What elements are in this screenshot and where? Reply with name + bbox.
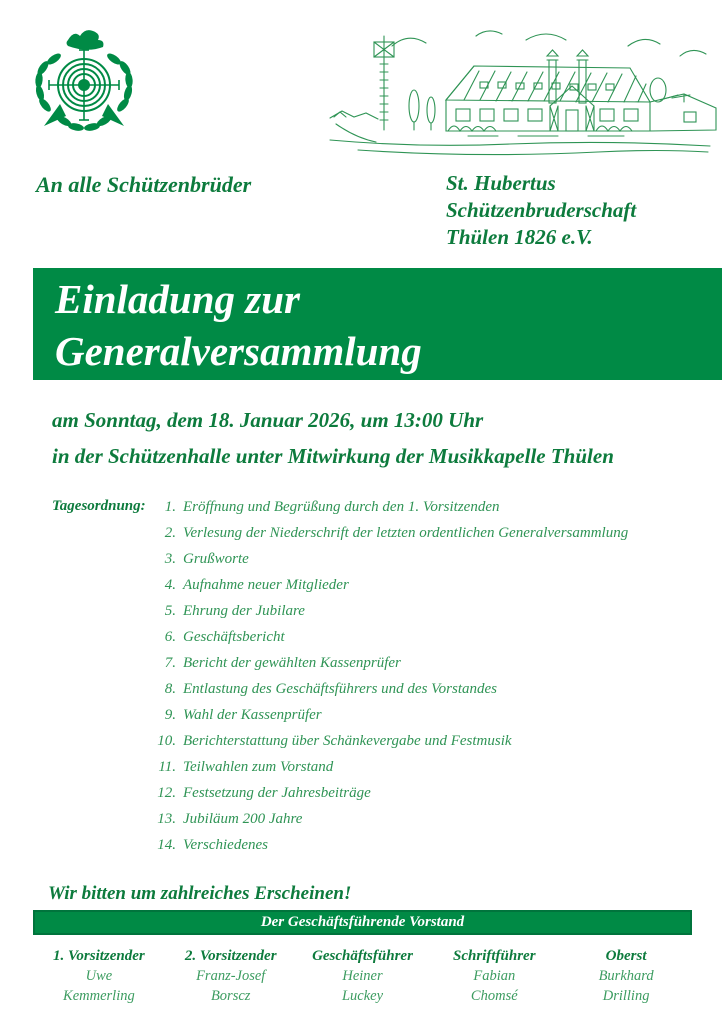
club-name-line1: St. Hubertus (446, 171, 556, 195)
agenda-item-number: 12. (157, 785, 176, 801)
agenda-item-number: 4. (164, 577, 176, 593)
agenda-item (146, 598, 628, 624)
agenda-item-number: 3. (164, 551, 176, 567)
club-name (446, 170, 636, 251)
board-header-bar: Der Geschäftsführende Vorstand (33, 910, 692, 935)
agenda-item-number: 8. (164, 681, 176, 697)
event-location-line: in der Schützenhalle unter Mitwirkung der Musikkapelle Thülen (52, 444, 614, 468)
agenda-item (146, 546, 628, 572)
member-first-name: Fabian (473, 968, 516, 984)
board-member-4 (428, 946, 560, 1006)
agenda-item-number: 11. (158, 759, 176, 775)
clubhouse-drawing-icon (328, 28, 720, 162)
board-member-1 (33, 946, 165, 1006)
agenda-item-number: 13. (157, 811, 176, 827)
agenda-list (146, 494, 628, 858)
agenda-item-number: 6. (164, 629, 176, 645)
agenda-item-text: Ehrung der Jubilare (183, 603, 305, 619)
member-role: 1. Vorsitzender (53, 948, 145, 964)
club-emblem-icon (30, 28, 138, 139)
agenda-item-text: Verlesung der Niederschrift der letzten ordentlichen Generalversammlung (183, 525, 629, 541)
member-last-name: Borscz (210, 988, 251, 1004)
member-first-name: Uwe (85, 968, 113, 984)
agenda-item-text: Jubiläum 200 Jahre (183, 811, 303, 827)
agenda-item-text: Berichterstattung über Schänkevergabe und Festmusik (183, 733, 512, 749)
salutation-text: An alle Schützenbrüder (36, 172, 252, 197)
agenda-item-number: 10. (157, 733, 176, 749)
agenda-item-text: Verschiedenes (183, 837, 268, 853)
member-role: Oberst (605, 948, 647, 964)
clubhouse-sketch (328, 28, 720, 167)
agenda-item-number: 2. (164, 525, 176, 541)
title-line2: Generalversammlung (55, 328, 422, 374)
agenda-item-text: Entlastung des Geschäftsführers und des Vorstandes (183, 681, 498, 697)
agenda-item-number: 1. (164, 499, 176, 515)
agenda-label: Tagesordnung: (52, 498, 146, 514)
club-name-line3: Thülen 1826 e.V. (446, 225, 593, 249)
club-name-line2: Schützenbruderschaft (446, 198, 637, 222)
agenda-item (146, 728, 628, 754)
event-date-line: am Sonntag, dem 18. Januar 2026, um 13:00 Uhr (52, 408, 484, 432)
board-member-5 (560, 946, 692, 1006)
member-role: Geschäftsführer (312, 948, 413, 964)
agenda-item-number: 9. (164, 707, 176, 723)
agenda-item (146, 806, 628, 832)
member-last-name: Kemmerling (63, 988, 135, 1004)
title-banner-text (33, 268, 722, 377)
board-member-3 (297, 946, 429, 1006)
member-role: Schriftführer (453, 948, 536, 964)
agenda-item (146, 754, 628, 780)
agenda-item (146, 676, 628, 702)
agenda-item-text: Grußworte (183, 551, 249, 567)
agenda-item-number: 5. (164, 603, 176, 619)
agenda-item-text: Festsetzung der Jahresbeiträge (183, 785, 371, 801)
agenda-item-number: 14. (157, 837, 176, 853)
member-first-name: Heiner (342, 968, 383, 984)
closing-appeal: Wir bitten um zahlreiches Erscheinen! (48, 883, 352, 904)
event-details (52, 402, 614, 474)
board-members (33, 946, 692, 1006)
agenda-item (146, 494, 628, 520)
member-last-name: Drilling (602, 988, 650, 1004)
agenda-item-text: Aufnahme neuer Mitglieder (183, 577, 349, 593)
agenda-item (146, 572, 628, 598)
agenda-item (146, 520, 628, 546)
member-first-name: Franz-Josef (196, 968, 266, 984)
agenda-item-text: Eröffnung und Begrüßung durch den 1. Vorsitzenden (183, 499, 500, 515)
agenda-item-text: Bericht der gewählten Kassenprüfer (183, 655, 401, 671)
agenda-item (146, 650, 628, 676)
member-first-name: Burkhard (598, 968, 654, 984)
agenda-item-text: Wahl der Kassenprüfer (183, 707, 322, 723)
member-role: 2. Vorsitzender (184, 948, 277, 964)
agenda-item (146, 624, 628, 650)
agenda-item-number: 7. (164, 655, 176, 671)
member-last-name: Luckey (341, 988, 384, 1004)
agenda-item (146, 832, 628, 858)
agenda-item (146, 702, 628, 728)
board-member-2 (165, 946, 297, 1006)
title-banner (33, 268, 722, 380)
target-wreath-icon (30, 28, 138, 134)
member-last-name: Chomsé (470, 988, 518, 1004)
agenda-item (146, 780, 628, 806)
agenda-item-text: Teilwahlen zum Vorstand (183, 759, 334, 775)
agenda-item-text: Geschäftsbericht (183, 629, 285, 645)
title-line1: Einladung zur (55, 276, 300, 322)
